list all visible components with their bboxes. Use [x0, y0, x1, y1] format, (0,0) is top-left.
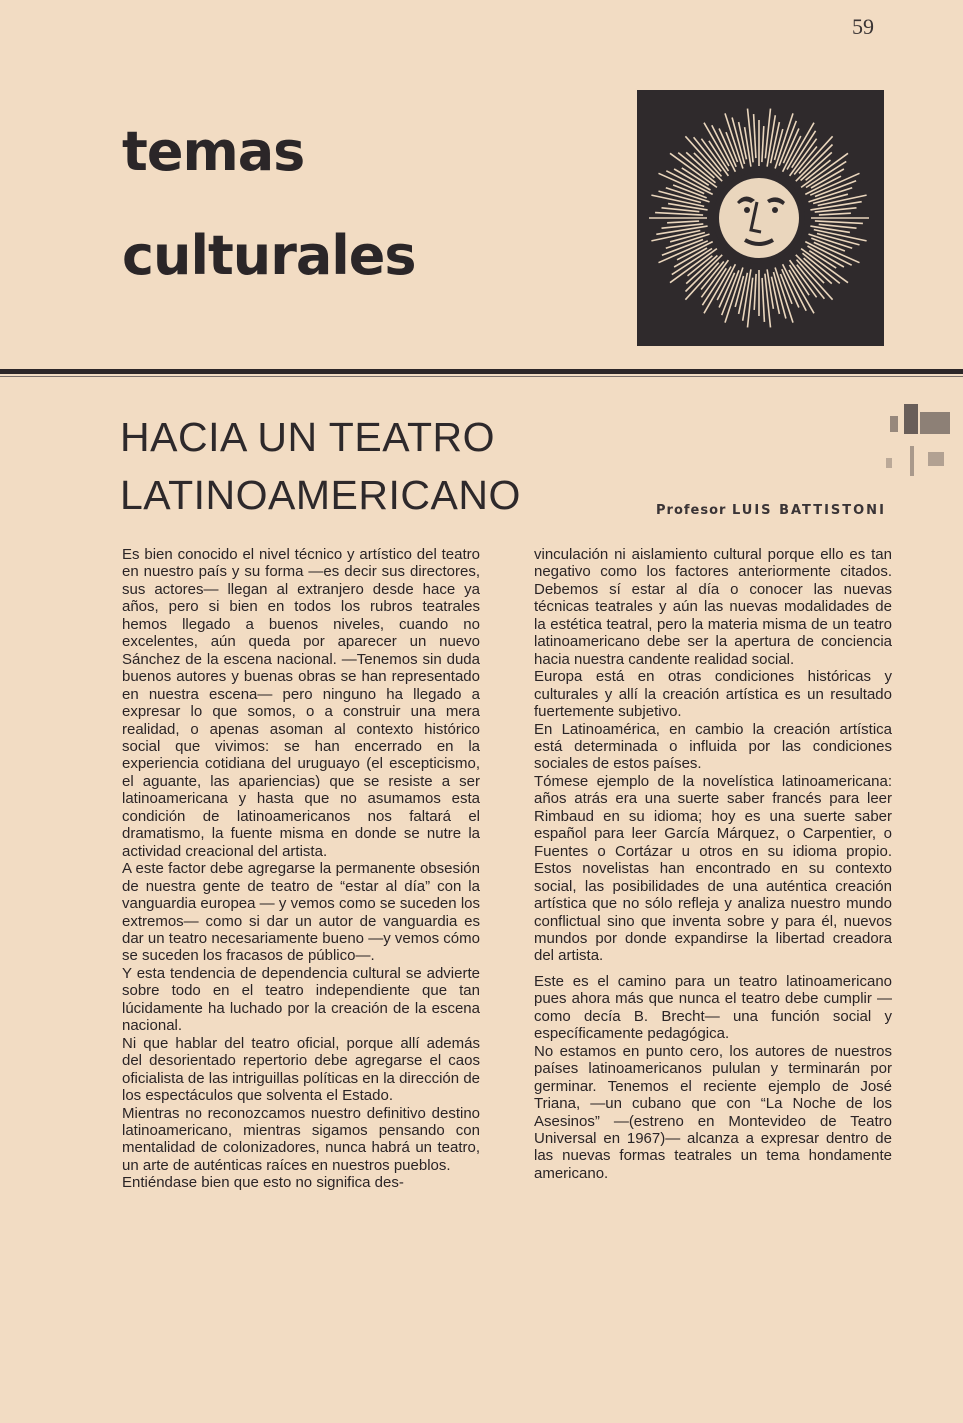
- article-right-column: [534, 546, 892, 1182]
- article-title: [120, 408, 640, 524]
- paragraph: Mientras no reconozcamos nuestro definitivo destino latinoamericano, mientras sigamos pensando con mentalidad de colonizadores, nunca habrá un teatro, un arte de auténticas raíces en nuestros pueblos.: [122, 1104, 480, 1174]
- section-divider: [0, 369, 963, 374]
- paragraph: Es bien conocido el nivel técnico y artístico del teatro en nuestro país y su forma —es decir sus directores, sus actores— llegan al extranjero desde hace ya años, pero si bien en todos los rubros teatrales hemos llegado a buenos niveles, cuando no excelentes, aún queda por aparecer un nuevo Sánchez de la escena nacional. —Tenemos sin duda buenos autores y buenas obras se han representado en nuestra escena— pero ninguno ha llegado a expresar lo que somos, o a construir una mera realidad, o apenas asoman al contexto histórico social que vivimos: se han encerrado en la experiencia cotidiana del uruguayo (el escepticismo, el aguante, las apariencias) que se resiste a ser latinoamericana y hasta que no asumamos esta condición de latinoamericanos nos faltará el dramatismo, la fuente misma en donde se nutre la actividad creacional del artista.: [122, 546, 480, 860]
- article-left-column: [122, 546, 480, 1192]
- print-smudge-icon: [884, 402, 962, 490]
- section-title: [122, 100, 602, 308]
- paragraph: Y esta tendencia de dependencia cultural se advierte sobre todo en el teatro independiente que tan lúcidamente ha luchado por la creación de la escena nacional.: [122, 964, 480, 1035]
- paragraph: A este factor debe agregarse la permanente obsesión de nuestra gente de teatro de “estar al día” con la vanguardia europea — y vemos como se suceden los extremos— como si dar un autor de vanguardia es dar un teatro necesariamente bueno —y vemos cómo se suceden los fracasos de público—.: [122, 860, 480, 965]
- article-title-line2: LATINOAMERICANO: [120, 472, 521, 518]
- section-title-line1: temas: [122, 120, 305, 183]
- paragraph: Este es el camino para un teatro latinoamericano pues ahora más que nunca el teatro debe cumplir —como decía B. Brecht— una función social y específicamente pedagógica.: [534, 972, 892, 1043]
- section-title-line2: culturales: [122, 224, 416, 287]
- paragraph: Europa está en otras condiciones históricas y culturales y allí la creación artística es un resultado fuertemente subjetivo.: [534, 668, 892, 721]
- article-author: [656, 503, 886, 518]
- paragraph: Ni que hablar del teatro oficial, porque allí además del desorientado repertorio debe agregarse el caos oficialista de las intriguillas políticas en la dirección de los espectáculos que solventa el Estado.: [122, 1034, 480, 1105]
- paragraph: vinculación ni aislamiento cultural porque ello es tan negativo como los factores anteriormente citados. Debemos sí estar al día o conocer las nuevas técnicas teatrales y aún las nuevas modalidades de la estética teatral, pero la materia misma de un teatro latinoamericano debe ser la apertura de conciencia hacia nuestra candente realidad social.: [534, 546, 892, 668]
- section-divider-thin: [0, 376, 963, 377]
- paragraph: Tómese ejemplo de la novelística latinoamericana: años atrás era una suerte saber francés para leer Rimbaud en su idioma; hoy es una suerte saber español para leer García Márquez, o Carpentier, o Fuentes o Cortázar u otros en su idioma propio. Estos novelistas han encontrado en su contexto social, las posibilidades de una auténtica creación artística que no sólo refleja y analiza nuestro mundo conflictual sino que inventa sobre y para él, nuevos mundos por donde expandirse la libertad creadora del artista.: [534, 772, 892, 965]
- author-prefix: Profesor: [656, 503, 727, 518]
- paragraph: No estamos en punto cero, los autores de nuestros países latinoamericanos pululan y terminarán por germinar. Tenemos el reciente ejemplo de José Triana, —un cubano que con “La Noche de los Asesinos” —(estreno en Montevideo de Teatro Universal en 1967)— alcanza a expresar dentro de las nuevas formas teatrales un tema hondamente americano.: [534, 1042, 892, 1182]
- paragraph: En Latinoamérica, en cambio la creación artística está determinada o influida por las condiciones sociales de estos países.: [534, 720, 892, 773]
- article-title-line1: HACIA UN TEATRO: [120, 414, 496, 460]
- paragraph: Entiéndase bien que esto no significa des-: [122, 1174, 404, 1192]
- author-name: LUIS BATTISTONI: [731, 503, 886, 518]
- sun-face-emblem-icon: [637, 90, 884, 346]
- page-number: 59: [852, 14, 874, 39]
